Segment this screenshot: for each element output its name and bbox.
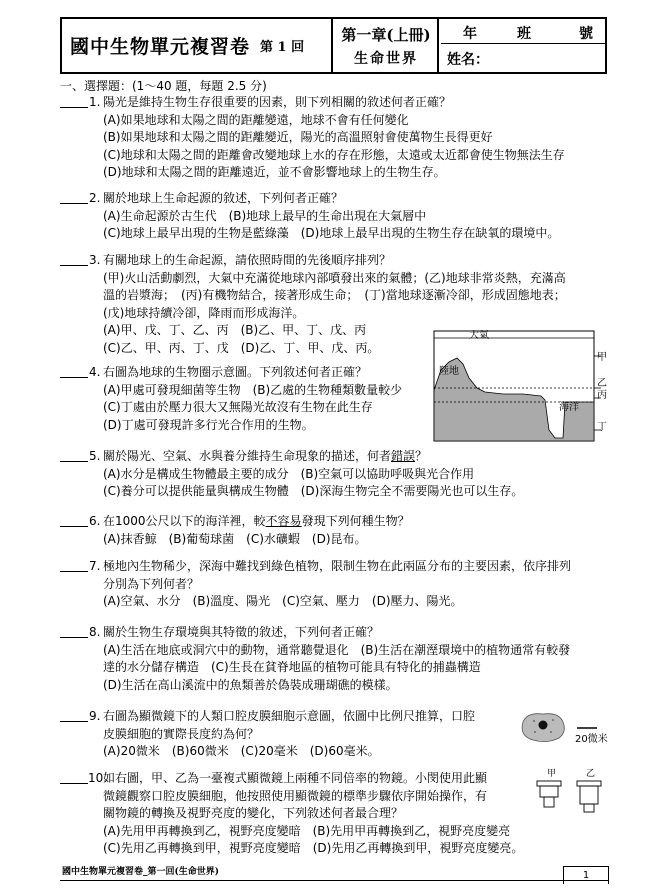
question-9 [60, 708, 520, 761]
answer-blank[interactable] [60, 721, 88, 722]
question-text-part: ？ [415, 449, 428, 463]
question-6 [60, 513, 620, 548]
exam-number: 第 1 回 [260, 40, 305, 55]
answer-blank[interactable] [60, 203, 88, 204]
option-line: (A)生活在地底或洞穴中的動物，通常聽覺退化 (B)生活在潮溼環境中的植物通常有較發 [103, 642, 571, 657]
emphasis-text: 錯誤 [391, 449, 416, 463]
question-text: 皮膜細胞的實際長度約為何？ [103, 726, 260, 741]
label-ding: 丁 [597, 422, 607, 433]
question-number: 5. [89, 449, 101, 463]
question-text: 右圖為地球的生物圈示意圖。下列敘述何者正確？ [103, 365, 368, 379]
option-line: (A)空氣、水分 (B)溫度、陽光 (C)空氣、壓力 (D)壓力、陽光。 [103, 594, 463, 608]
name-label: 姓名： [447, 52, 489, 68]
seat-label: 號 [579, 26, 593, 42]
student-info [441, 19, 605, 72]
option-line: (C)丁處由於壓力很大又無陽光故沒有生物在此生存 [103, 400, 373, 414]
answer-blank[interactable] [60, 461, 88, 462]
cheek-cell-figure [515, 708, 611, 750]
question-text: 有關地球上的生命起源，請依照時間的先後順序排列？ [103, 253, 392, 267]
footer-rule [60, 880, 609, 881]
class-row [441, 19, 605, 44]
option-line: (A)生命起源於古生代 (B)地球上最早的生命出現在大氣層中 [103, 208, 427, 223]
question-number: 4. [89, 365, 101, 379]
footer-text: 國中生物單元複習卷_第一回(生命世界) [62, 867, 220, 877]
class-label: 班 [517, 26, 531, 42]
answer-blank[interactable] [60, 783, 88, 784]
option-line: (A)甲、戊、丁、乙、丙 (B)乙、甲、丁、戊、丙 [103, 323, 367, 337]
question-text: 微鏡觀察口腔皮膜細胞，他按照使用顯微鏡的標準步驟依序開始操作，有 [103, 788, 488, 803]
question-number: 6. [89, 514, 101, 528]
question-5 [60, 448, 620, 501]
question-8 [60, 624, 620, 694]
question-text [103, 448, 620, 466]
question-text-part: 在1000公尺以下的海洋裡，較 [103, 514, 266, 528]
question-number: 10. [88, 771, 108, 785]
option-line: (A)水分是構成生物體最主要的成分 (B)空氣可以協助呼吸與光合作用 [103, 466, 475, 481]
section-heading: 一、選擇題：(1～40 題，每題 2.5 分) [60, 79, 267, 93]
option-line: (C)地球上最早出現的生物是藍綠藻 (D)地球上最早出現的生物生存在缺氧的環境中。 [103, 226, 560, 240]
chapter-label: 第一章(上冊) [341, 26, 431, 44]
option-line: (A)20微米 (B)60微米 (C)20毫米 (D)60毫米。 [103, 744, 380, 758]
answer-blank[interactable] [60, 107, 88, 108]
question-number: 8. [89, 625, 101, 639]
answer-blank[interactable] [60, 377, 88, 378]
header-box [60, 17, 607, 74]
option-line: (D)生活在高山溪流中的魚類善於偽裝成珊瑚礁的模樣。 [103, 677, 398, 692]
answer-blank[interactable] [60, 265, 88, 266]
option-line: (C)先用乙再轉換到甲，視野亮度變暗 (D)先用乙再轉換到甲，視野亮度變亮。 [103, 841, 524, 855]
objective-lens-jia [537, 781, 561, 807]
lens-label-yi: 乙 [586, 769, 596, 779]
question-2 [60, 190, 620, 243]
emphasis-text: 不容易 [265, 514, 302, 528]
objective-lens-yi [577, 781, 601, 812]
label-bing: 丙 [597, 390, 607, 401]
ocean-label: 海洋 [559, 402, 579, 413]
option-line: 達的水分儲存構造 (C)生長在貧脊地區的植物可能具有特化的捕蟲構造 [103, 660, 481, 674]
question-text: (甲)火山活動劇烈，大氣中充滿從地球內部噴發出來的氣體；(乙)地球非常炎熱，充滿高 [103, 270, 566, 285]
option-line: (A)先用甲再轉換到乙，視野亮度變暗 (B)先用甲再轉換到乙，視野亮度變亮 [103, 823, 511, 838]
biosphere-diagram [433, 330, 609, 442]
option-line: (C)地球和太陽之間的距離會改變地球上水的存在形態，太遠或太近都會使生物無法生存 [103, 147, 565, 162]
option-line: (D)地球和太陽之間的距離遠近，並不會影響地球上的生物生存。 [103, 165, 446, 179]
question-text: 溫的岩漿海； (丙)有機物結合，接著形成生命； (丁)當地球逐漸冷卻，形成固態地表； [103, 288, 566, 302]
option-line: (A)甲處可發現細菌等生物 (B)乙處的生物種類數量較少 [103, 382, 403, 397]
question-text [103, 513, 620, 531]
question-number: 1. [89, 95, 101, 109]
question-number: 9. [89, 709, 101, 723]
question-number: 2. [89, 191, 101, 205]
year-label: 年 [463, 26, 477, 42]
option-line: (D)丁處可發現許多行光合作用的生物。 [103, 417, 314, 432]
answer-blank[interactable] [60, 526, 88, 527]
answer-blank[interactable] [60, 637, 88, 638]
option-line: (A)抹香鯨 (B)葡萄球菌 (C)水礦蝦 (D)昆布。 [103, 531, 367, 546]
question-text: 分別為下列何者？ [103, 576, 200, 591]
question-number: 7. [89, 559, 101, 573]
label-yi: 乙 [597, 378, 607, 389]
land-label: 陸地 [439, 366, 459, 377]
answer-blank[interactable] [60, 571, 88, 572]
lens-label-jia: 甲 [547, 769, 557, 779]
question-text: 右圖為顯微鏡下的人類口腔皮膜細胞示意圖，依圖中比例尺推算，口腔 [103, 709, 476, 723]
chapter-cell [335, 19, 439, 72]
title-cell [62, 19, 333, 72]
question-text: 陽光是維持生物生存很重要的因素，則下列相關的敘述何者正確？ [103, 95, 452, 109]
question-text: 關於地球上生命起源的敘述，下列何者正確？ [103, 191, 344, 205]
exam-title: 國中生物單元複習卷 [70, 36, 251, 58]
objective-lens-figure [533, 767, 613, 817]
chapter-name: 生命世界 [354, 51, 418, 67]
question-text-part: 發現下列何種生物？ [301, 514, 410, 528]
question-text: 極地內生物稀少，深海中難找到綠色植物，限制生物在此兩區分布的主要因素，依序排列 [103, 559, 572, 573]
question-text: 關物鏡的轉換及視野亮度的變化，下列敘述何者最合理？ [103, 806, 404, 820]
question-1 [60, 94, 620, 182]
question-number: 3. [89, 253, 101, 267]
option-line: (C)養分可以提供能量與構成生物體 (D)深海生物完全不需要陽光也可以生存。 [103, 484, 524, 498]
option-line: (C)乙、甲、丙、丁、戊 (D)乙、丁、甲、戊、丙。 [103, 340, 380, 355]
question-text: 關於生物生存環境與其特徵的敘述，下列何者正確？ [103, 625, 380, 639]
question-text: 如右圖，甲、乙為一臺複式顯微鏡上兩種不同倍率的物鏡。小閔使用此顯 [103, 771, 488, 785]
option-line: (B)如果地球和太陽之間的距離變近，陽光的高溫照射會使萬物生長得更好 [103, 130, 493, 144]
option-line: (A)如果地球和太陽之間的距離變遠，地球不會有任何變化 [103, 112, 409, 127]
question-text: (戊)地球持續冷卻，降雨而形成海洋。 [103, 305, 305, 320]
question-4 [60, 364, 430, 434]
page-number: 1 [563, 866, 609, 884]
cell-nucleus [539, 721, 548, 730]
atmosphere-label: 大氣 [469, 330, 489, 341]
question-text-part: 關於陽光、空氣、水與養分維持生命現象的描述，何者 [103, 449, 392, 463]
question-7 [60, 558, 620, 611]
scale-label: 20微米 [575, 734, 608, 745]
label-jia: 甲 [597, 352, 607, 363]
